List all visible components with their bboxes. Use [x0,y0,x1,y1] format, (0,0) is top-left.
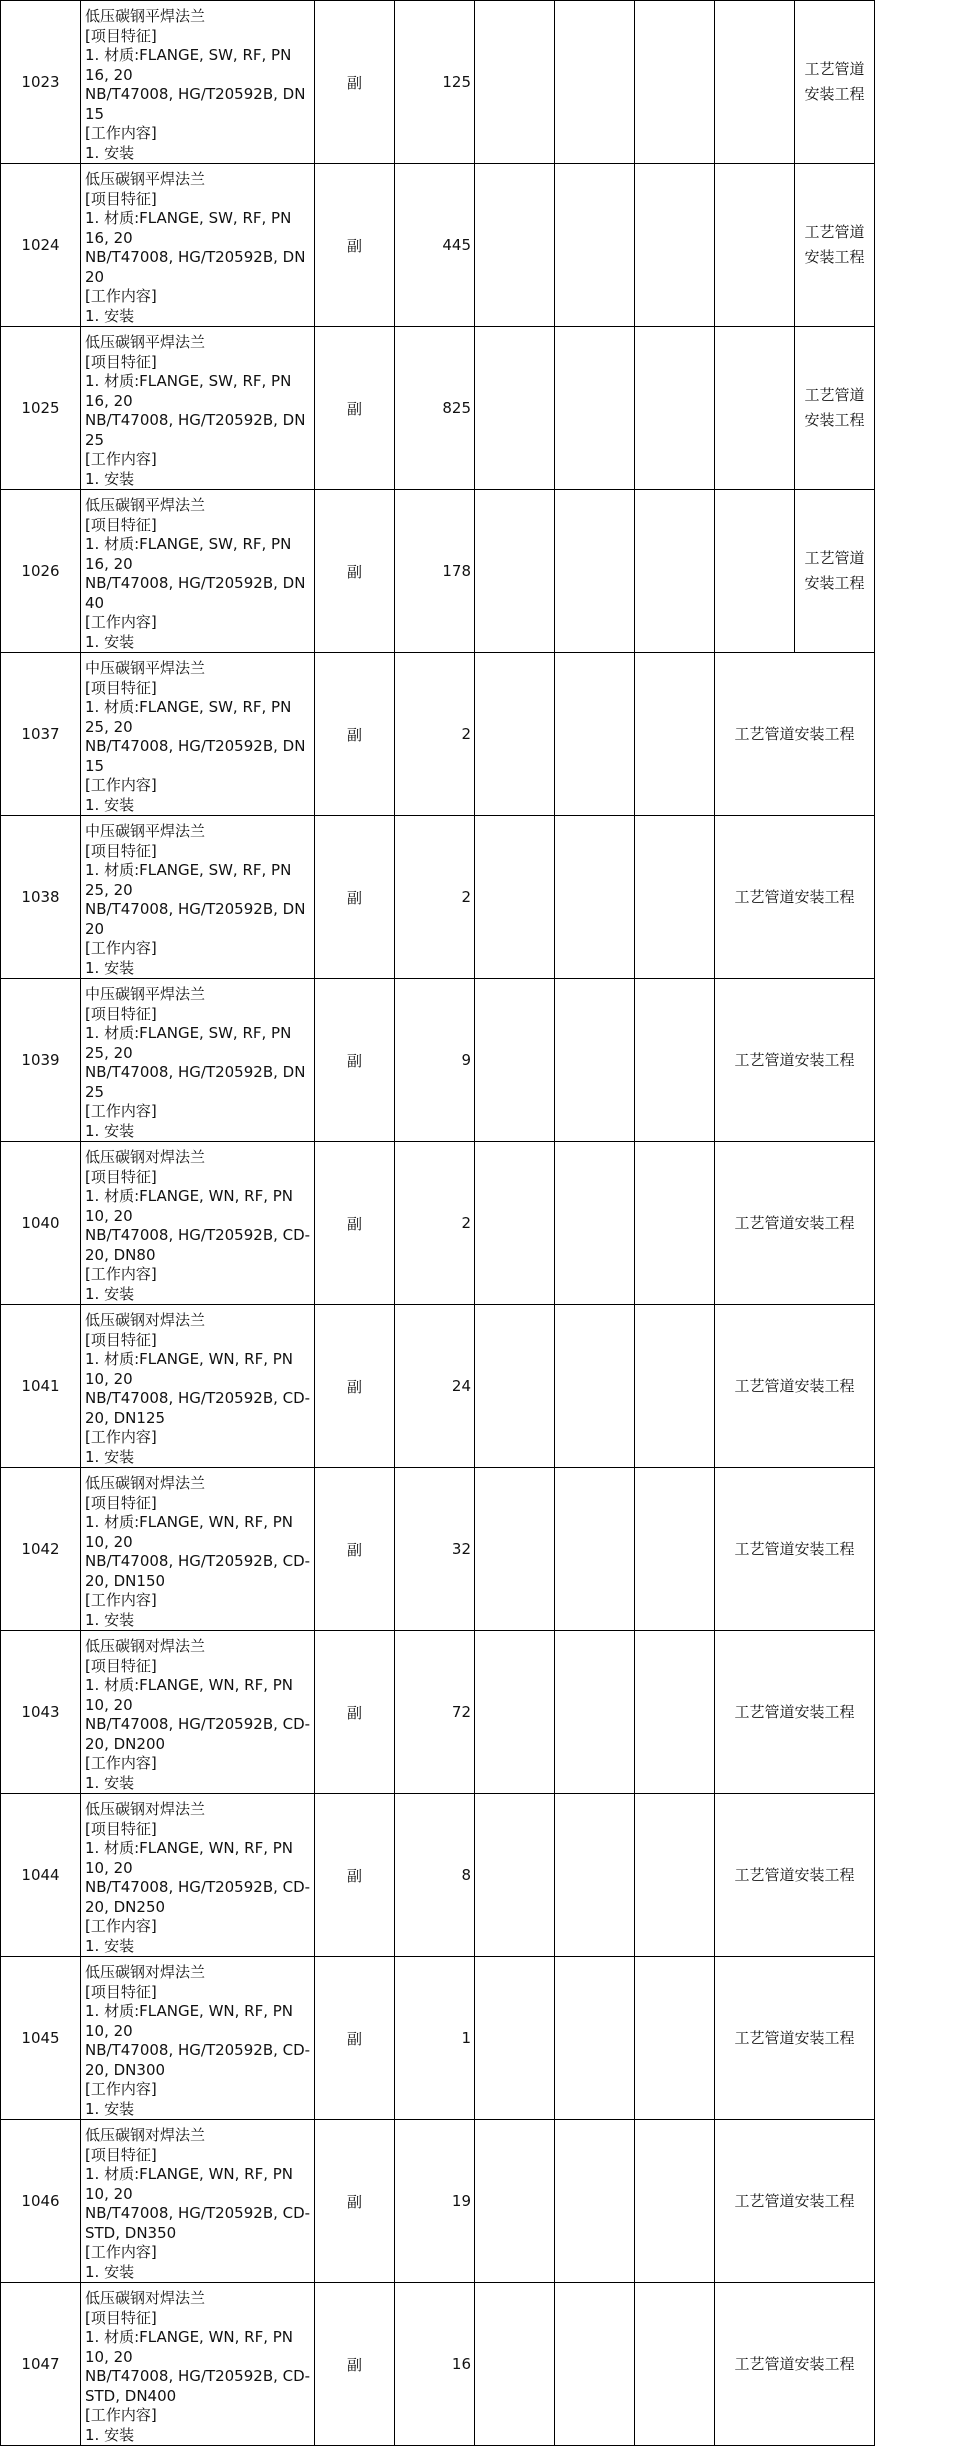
category-cell: 工艺管道 安装工程 [795,327,875,490]
empty-cell [555,1,635,164]
empty-cell [635,1305,715,1468]
empty-cell [635,2283,715,2446]
empty-cell [715,327,795,490]
unit-cell: 副 [315,2283,395,2446]
item-number-cell: 1041 [1,1305,81,1468]
item-description-cell: 低压碳钢平焊法兰 [项目特征] 1. 材质:FLANGE, SW, RF, PN 16, 20 NB/T47008, HG/T20592B, DN40 [工作内容] 1. 安装 [81,490,315,653]
empty-cell [555,653,635,816]
blank-cell [875,1142,955,1305]
empty-cell [475,2120,555,2283]
blank-cell [875,1468,955,1631]
quantity-cell: 9 [395,979,475,1142]
blank-cell [875,490,955,653]
empty-cell [555,1468,635,1631]
unit-cell: 副 [315,1305,395,1468]
unit-cell: 副 [315,979,395,1142]
empty-cell [475,979,555,1142]
item-number-cell: 1045 [1,1957,81,2120]
category-cell: 工艺管道安装工程 [715,1631,875,1794]
unit-cell: 副 [315,2120,395,2283]
item-description-cell: 低压碳钢对焊法兰 [项目特征] 1. 材质:FLANGE, WN, RF, PN 10, 20 NB/T47008, HG/T20592B, CD- 20, DN150 [工作内容] 1. 安装 [81,1468,315,1631]
category-cell: 工艺管道安装工程 [715,1468,875,1631]
blank-cell [875,979,955,1142]
empty-cell [475,1,555,164]
empty-cell [475,816,555,979]
empty-cell [555,979,635,1142]
empty-cell [555,2283,635,2446]
category-cell: 工艺管道安装工程 [715,2120,875,2283]
item-number-cell: 1026 [1,490,81,653]
item-description-cell: 低压碳钢平焊法兰 [项目特征] 1. 材质:FLANGE, SW, RF, PN 16, 20 NB/T47008, HG/T20592B, DN15 [工作内容] 1. 安装 [81,1,315,164]
empty-cell [475,653,555,816]
blank-cell [875,2283,955,2446]
item-number-cell: 1042 [1,1468,81,1631]
item-description-cell: 低压碳钢平焊法兰 [项目特征] 1. 材质:FLANGE, SW, RF, PN 16, 20 NB/T47008, HG/T20592B, DN25 [工作内容] 1. 安装 [81,327,315,490]
empty-cell [635,490,715,653]
table-row [1,1468,955,1631]
table-row [1,816,955,979]
table-row [1,979,955,1142]
item-description-cell: 低压碳钢对焊法兰 [项目特征] 1. 材质:FLANGE, WN, RF, PN 10, 20 NB/T47008, HG/T20592B, CD- 20, DN200 [工作内容] 1. 安装 [81,1631,315,1794]
category-cell: 工艺管道安装工程 [715,1794,875,1957]
item-number-cell: 1044 [1,1794,81,1957]
category-cell: 工艺管道安装工程 [715,653,875,816]
blank-cell [875,1,955,164]
item-description-cell: 中压碳钢平焊法兰 [项目特征] 1. 材质:FLANGE, SW, RF, PN 25, 20 NB/T47008, HG/T20592B, DN25 [工作内容] 1. 安装 [81,979,315,1142]
empty-cell [635,1631,715,1794]
table-row [1,1305,955,1468]
quantity-cell: 24 [395,1305,475,1468]
item-number-cell: 1037 [1,653,81,816]
empty-cell [555,327,635,490]
empty-cell [475,1142,555,1305]
quantity-cell: 2 [395,653,475,816]
empty-cell [475,327,555,490]
unit-cell: 副 [315,490,395,653]
empty-cell [555,816,635,979]
category-cell: 工艺管道安装工程 [715,1305,875,1468]
empty-cell [475,1957,555,2120]
empty-cell [475,164,555,327]
quantity-cell: 19 [395,2120,475,2283]
empty-cell [475,1305,555,1468]
quantity-cell: 8 [395,1794,475,1957]
item-description-cell: 低压碳钢对焊法兰 [项目特征] 1. 材质:FLANGE, WN, RF, PN 10, 20 NB/T47008, HG/T20592B, CD- 20, DN80 [工作内容] 1. 安装 [81,1142,315,1305]
unit-cell: 副 [315,1957,395,2120]
table-row [1,653,955,816]
item-number-cell: 1046 [1,2120,81,2283]
empty-cell [555,1305,635,1468]
blank-cell [875,653,955,816]
blank-cell [875,1631,955,1794]
table-row [1,1,955,164]
table-row [1,327,955,490]
table-row [1,164,955,327]
empty-cell [555,2120,635,2283]
category-cell: 工艺管道安装工程 [715,816,875,979]
blank-cell [875,1305,955,1468]
category-cell: 工艺管道 安装工程 [795,164,875,327]
empty-cell [635,164,715,327]
unit-cell: 副 [315,1794,395,1957]
table-row [1,2283,955,2446]
blank-cell [875,816,955,979]
item-number-cell: 1023 [1,1,81,164]
table-row [1,1631,955,1794]
quantity-cell: 445 [395,164,475,327]
unit-cell: 副 [315,816,395,979]
quantity-cell: 2 [395,816,475,979]
empty-cell [635,1468,715,1631]
category-cell: 工艺管道安装工程 [715,2283,875,2446]
empty-cell [475,490,555,653]
table-row [1,2120,955,2283]
item-description-cell: 低压碳钢对焊法兰 [项目特征] 1. 材质:FLANGE, WN, RF, PN 10, 20 NB/T47008, HG/T20592B, CD- 20, DN300 [工作内容] 1. 安装 [81,1957,315,2120]
table-row [1,1957,955,2120]
unit-cell: 副 [315,1631,395,1794]
empty-cell [555,490,635,653]
empty-cell [555,1957,635,2120]
item-number-cell: 1047 [1,2283,81,2446]
item-description-cell: 低压碳钢对焊法兰 [项目特征] 1. 材质:FLANGE, WN, RF, PN 10, 20 NB/T47008, HG/T20592B, CD- 20, DN250 [工作内容] 1. 安装 [81,1794,315,1957]
quantity-cell: 178 [395,490,475,653]
quantity-cell: 32 [395,1468,475,1631]
table-row [1,1142,955,1305]
blank-cell [875,327,955,490]
empty-cell [715,1,795,164]
empty-cell [635,1,715,164]
item-number-cell: 1040 [1,1142,81,1305]
empty-cell [635,327,715,490]
category-cell: 工艺管道 安装工程 [795,1,875,164]
item-description-cell: 中压碳钢平焊法兰 [项目特征] 1. 材质:FLANGE, SW, RF, PN 25, 20 NB/T47008, HG/T20592B, DN15 [工作内容] 1. 安装 [81,653,315,816]
quantity-cell: 825 [395,327,475,490]
category-cell: 工艺管道安装工程 [715,1142,875,1305]
unit-cell: 副 [315,1468,395,1631]
unit-cell: 副 [315,164,395,327]
unit-cell: 副 [315,653,395,816]
empty-cell [555,1794,635,1957]
blank-cell [875,2120,955,2283]
item-description-cell: 低压碳钢对焊法兰 [项目特征] 1. 材质:FLANGE, WN, RF, PN 10, 20 NB/T47008, HG/T20592B, CD- STD, DN400 [工作内容] 1. 安装 [81,2283,315,2446]
empty-cell [635,2120,715,2283]
category-cell: 工艺管道安装工程 [715,979,875,1142]
category-cell: 工艺管道安装工程 [715,1957,875,2120]
empty-cell [475,1468,555,1631]
item-number-cell: 1024 [1,164,81,327]
blank-cell [875,1794,955,1957]
empty-cell [555,1631,635,1794]
item-description-cell: 低压碳钢对焊法兰 [项目特征] 1. 材质:FLANGE, WN, RF, PN 10, 20 NB/T47008, HG/T20592B, CD- 20, DN125 [工作内容] 1. 安装 [81,1305,315,1468]
quantity-cell: 16 [395,2283,475,2446]
empty-cell [555,1142,635,1305]
category-cell: 工艺管道 安装工程 [795,490,875,653]
blank-cell [875,1957,955,2120]
empty-cell [715,490,795,653]
empty-cell [555,164,635,327]
empty-cell [635,816,715,979]
unit-cell: 副 [315,1,395,164]
empty-cell [475,1794,555,1957]
item-number-cell: 1043 [1,1631,81,1794]
empty-cell [635,1794,715,1957]
table-row [1,1794,955,1957]
blank-cell [875,164,955,327]
unit-cell: 副 [315,327,395,490]
item-number-cell: 1039 [1,979,81,1142]
quantity-cell: 1 [395,1957,475,2120]
empty-cell [715,164,795,327]
item-number-cell: 1038 [1,816,81,979]
empty-cell [475,1631,555,1794]
empty-cell [475,2283,555,2446]
table-row [1,490,955,653]
empty-cell [635,653,715,816]
quantity-cell: 72 [395,1631,475,1794]
item-number-cell: 1025 [1,327,81,490]
item-description-cell: 中压碳钢平焊法兰 [项目特征] 1. 材质:FLANGE, SW, RF, PN 25, 20 NB/T47008, HG/T20592B, DN20 [工作内容] 1. 安装 [81,816,315,979]
quantity-cell: 125 [395,1,475,164]
empty-cell [635,1142,715,1305]
empty-cell [635,1957,715,2120]
empty-cell [635,979,715,1142]
item-description-cell: 低压碳钢平焊法兰 [项目特征] 1. 材质:FLANGE, SW, RF, PN 16, 20 NB/T47008, HG/T20592B, DN20 [工作内容] 1. 安装 [81,164,315,327]
quantity-cell: 2 [395,1142,475,1305]
unit-cell: 副 [315,1142,395,1305]
item-description-cell: 低压碳钢对焊法兰 [项目特征] 1. 材质:FLANGE, WN, RF, PN 10, 20 NB/T47008, HG/T20592B, CD- STD, DN350 [工作内容] 1. 安装 [81,2120,315,2283]
